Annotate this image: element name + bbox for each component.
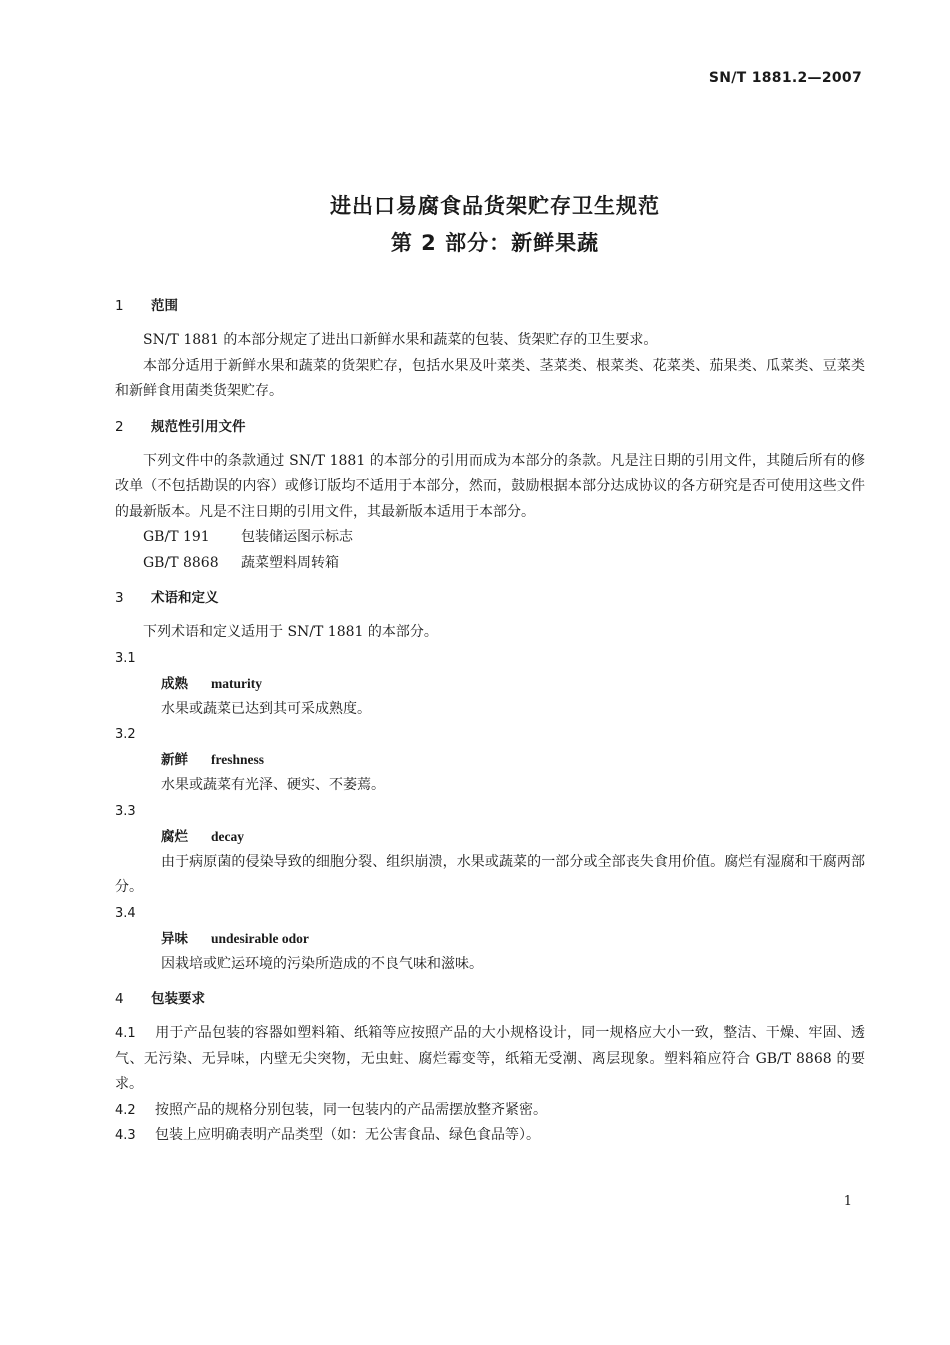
reference-title: 包装储运图示标志 [241, 529, 353, 545]
section-number: 1 [115, 298, 124, 314]
section-number: 2 [115, 418, 124, 435]
item-number: 4.2 [115, 1102, 136, 1118]
item-text: 包装上应明确表明产品类型（如：无公害食品、绿色食品等）。 [155, 1127, 540, 1143]
term-definition [115, 850, 865, 901]
item-number: 4.1 [115, 1026, 136, 1041]
standard-code: SN/T 1881.2—2007 [708, 70, 862, 86]
term-en: undesirable odor [211, 930, 309, 946]
packaging-item [115, 1123, 865, 1149]
document-body [115, 296, 865, 1149]
section-heading-1 [115, 296, 865, 316]
terms-intro-paragraph: 下列术语和定义适用于 SN/T 1881 的本部分。 [143, 624, 438, 640]
reference-item [115, 551, 865, 577]
document-title: 进出口易腐食品货架贮存卫生规范 [330, 194, 660, 218]
term-number: 3.4 [115, 905, 136, 921]
reference-title: 蔬菜塑料周转箱 [241, 554, 339, 571]
section-title: 包装要求 [151, 991, 205, 1007]
item-text: 用于产品包装的容器如塑料箱、纸箱等应按照产品的大小规格设计，同一规格应大小一致，整洁、干燥、牢固、透气、无污染、无异味，内壁无尖突物，无虫蛀、腐烂霉变等，纸箱无受潮、离层现象。塑料箱应符合 GB/T 8868 的要求。 [115, 1025, 865, 1092]
item-number: 4.3 [115, 1128, 136, 1143]
term-entry [115, 926, 865, 952]
term-en: maturity [211, 675, 262, 691]
term-zh: 腐烂 [161, 828, 188, 845]
item-text: 按照产品的规格分别包装，同一包装内的产品需摆放整齐紧密。 [155, 1101, 547, 1118]
term-definition: 水果或蔬菜已达到其可采成熟度。 [161, 700, 371, 717]
term-entry [115, 671, 865, 697]
packaging-item [115, 1098, 865, 1124]
normative-references-paragraph: 下列文件中的条款通过 SN/T 1881 的本部分的引用而成为本部分的条款。凡是注日期的引用文件，其随后所有的修改单（不包括勘误的内容）或修订版均不适用于本部分，然而，鼓励根据本部分达成协议的各方研究是否可使用这些文件的最新版本。凡是不注日期的引用文件，其最新版本适用于本部分。 [115, 452, 865, 520]
term-definition-text: 由于病原菌的侵染导致的细胞分裂、组织崩溃，水果或蔬菜的一部分或全部丧失食用价值。腐烂有湿腐和干腐两部分。 [115, 853, 865, 895]
page-number: 1 [843, 1194, 852, 1209]
section-title: 范围 [151, 298, 178, 314]
term-number: 3.3 [115, 803, 136, 819]
term-number: 3.1 [115, 650, 136, 666]
section-number: 4 [115, 991, 124, 1007]
scope-paragraph-2: 本部分适用于新鲜水果和蔬菜的货架贮存，包括水果及叶菜类、茎菜类、根菜类、花菜类、茄果类、瓜菜类、豆菜类和新鲜食用菌类货架贮存。 [115, 357, 865, 399]
term-en: freshness [211, 752, 265, 767]
packaging-item [115, 1021, 865, 1098]
term-zh: 成熟 [161, 675, 188, 692]
reference-code: GB/T 8868 [143, 554, 219, 571]
term-number: 3.2 [115, 727, 136, 742]
term-entry [115, 747, 865, 773]
section-title: 术语和定义 [151, 590, 219, 606]
term-definition: 因栽培或贮运环境的污染所造成的不良气味和滋味。 [161, 955, 483, 972]
term-entry [115, 824, 865, 850]
term-definition: 水果或蔬菜有光泽、硬实、不萎蔫。 [161, 777, 385, 793]
document-subtitle: 第 2 部分：新鲜果蔬 [390, 231, 600, 255]
section-heading-4 [115, 989, 865, 1009]
section-heading-3 [115, 588, 865, 608]
term-zh: 新鲜 [161, 752, 188, 768]
section-heading-2 [115, 417, 865, 437]
section-title: 规范性引用文件 [151, 418, 246, 435]
section-number: 3 [115, 590, 124, 606]
term-en: decay [211, 828, 244, 844]
reference-item [115, 525, 865, 551]
scope-paragraph-1: SN/T 1881 的本部分规定了进出口新鲜水果和蔬菜的包装、货架贮存的卫生要求。 [143, 332, 658, 348]
term-zh: 异味 [161, 930, 188, 947]
reference-code: GB/T 191 [143, 529, 210, 545]
